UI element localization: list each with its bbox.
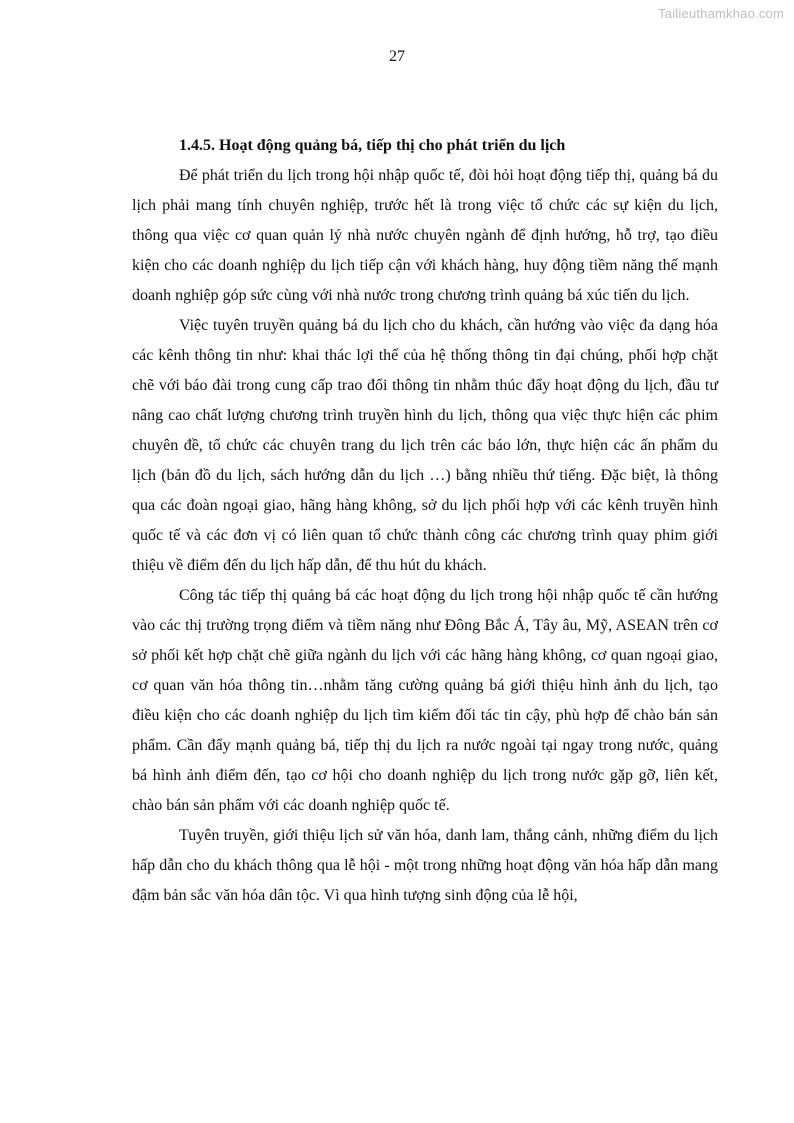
section-heading: 1.4.5. Hoạt động quảng bá, tiếp thị cho phát triển du lịch <box>179 137 566 154</box>
document-body <box>132 131 718 911</box>
page-number: 27 <box>389 48 405 65</box>
watermark: Tailieuthamkhao.com <box>658 6 784 21</box>
paragraph-2: Việc tuyên truyền quảng bá du lịch cho du khách, cần hướng vào việc đa dạng hóa các kênh thông tin như: khai thác lợi thế của hệ thống thông tin đại chúng, phối hợp chặt chẽ với báo đài trong cung cấp trao đổi thông tin nhằm thúc đẩy hoạt động du lịch, đầu tư nâng cao chất lượng chương trình truyền hình du lịch, thông qua việc thực hiện các phim chuyên đề, tổ chức các chuyên trang du lịch trên các báo lớn, thực hiện các ấn phẩm du lịch (bản đồ du lịch, sách hướng dẫn du lịch …) bằng nhiều thứ tiếng. Đặc biệt, là thông qua các đoàn ngoại giao, hãng hàng không, sở du lịch phối hợp với các kênh truyền hình quốc tế và các đơn vị có liên quan tổ chức thành công các chương trình quay phim giới thiệu về điểm đến du lịch hấp dẫn, để thu hút du khách. <box>132 317 718 574</box>
paragraph-4: Tuyên truyền, giới thiệu lịch sử văn hóa, danh lam, thắng cảnh, những điểm du lịch hấp dẫn cho du khách thông qua lễ hội - một trong những hoạt động văn hóa hấp dẫn mang đậm bản sắc văn hóa dân tộc. Vì qua hình tượng sinh động của lễ hội, <box>132 827 718 904</box>
paragraph-1: Để phát triển du lịch trong hội nhập quốc tế, đòi hỏi hoạt động tiếp thị, quảng bá du lịch phải mang tính chuyên nghiệp, trước hết là trong việc tổ chức các sự kiện du lịch, thông qua việc cơ quan quản lý nhà nước chuyên ngành để định hướng, hỗ trợ, tạo điều kiện cho các doanh nghiệp du lịch tiếp cận với khách hàng, huy động tiềm năng thế mạnh doanh nghiệp góp sức cùng với nhà nước trong chương trình quảng bá xúc tiến du lịch. <box>132 167 718 304</box>
paragraph-3: Công tác tiếp thị quảng bá các hoạt động du lịch trong hội nhập quốc tế cần hướng vào các thị trường trọng điểm và tiềm năng như Đông Bắc Á, Tây âu, Mỹ, ASEAN trên cơ sở phối kết hợp chặt chẽ giữa ngành du lịch với các hãng hàng không, cơ quan ngoại giao, cơ quan văn hóa thông tin…nhằm tăng cường quảng bá giới thiệu hình ảnh du lịch, tạo điều kiện cho các doanh nghiệp du lịch tìm kiếm đối tác tin cậy, phù hợp để chào bán sản phẩm. Cần đẩy mạnh quảng bá, tiếp thị du lịch ra nước ngoài tại ngay trong nước, quảng bá hình ảnh điểm đến, tạo cơ hội cho doanh nghiệp du lịch trong nước gặp gỡ, liên kết, chào bán sản phẩm với các doanh nghiệp quốc tế. <box>132 587 718 814</box>
